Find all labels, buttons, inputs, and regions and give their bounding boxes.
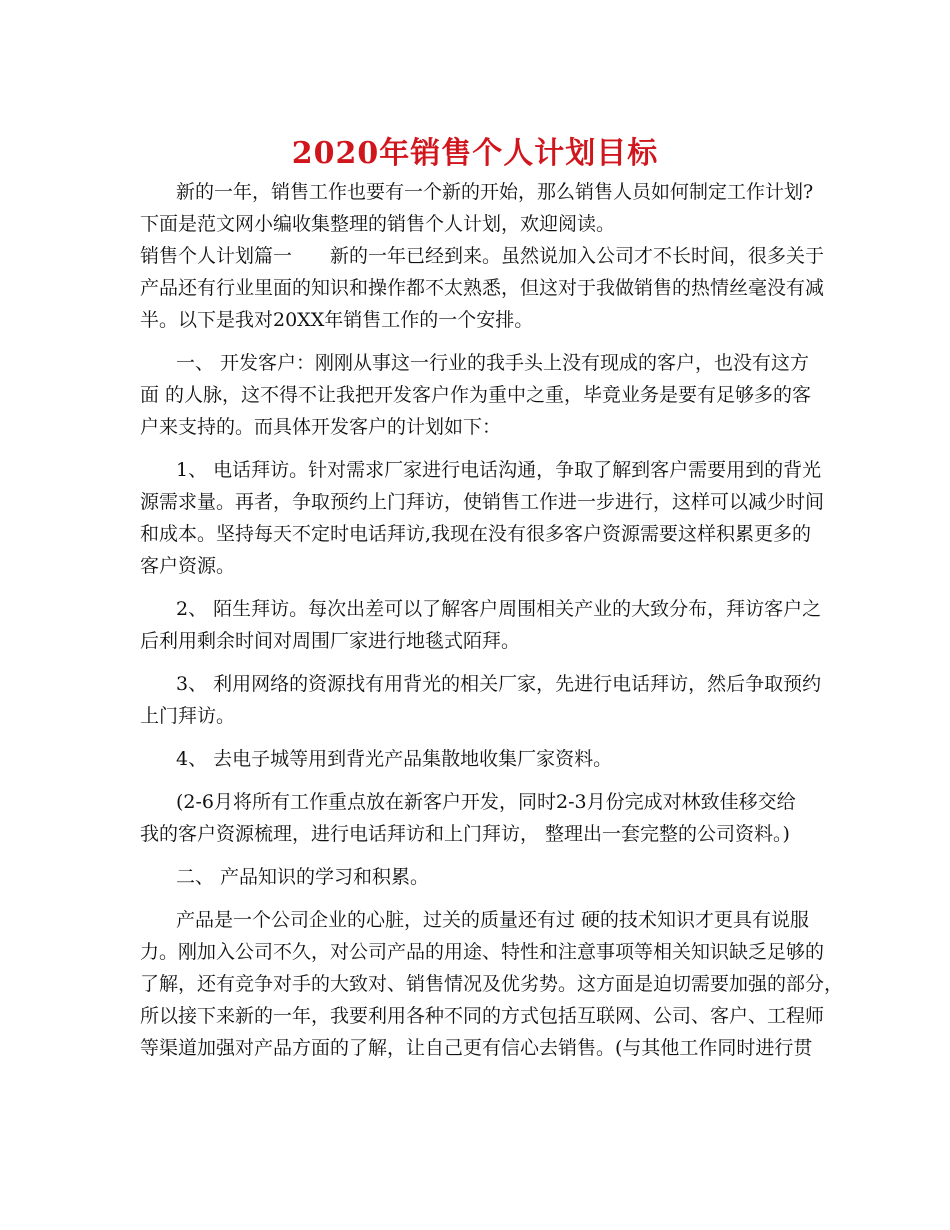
- text-line: 1、 电话拜访。针对需求厂家进行电话沟通，争取了解到客户需要用到的背光: [176, 459, 822, 481]
- text-line: 和成本。坚持每天不定时电话拜访,我现在没有很多客户资源需要这样积累更多的: [140, 523, 812, 545]
- text-line: 上门拜访。: [140, 705, 236, 727]
- text-line: 新的一年，销售工作也要有一个新的开始，那么销售人员如何制定工作计划?: [176, 181, 814, 203]
- text-line: 户来支持的。而具体开发客户的计划如下：: [140, 416, 502, 438]
- text-line: 等渠道加强对产品方面的了解，让自己更有信心去销售。(与其他工作同时进行贯: [140, 1037, 813, 1059]
- text-line: 二、 产品知识的学习和积累。: [176, 866, 430, 888]
- text-line: 后利用剩余时间对周围厂家进行地毯式陌拜。: [140, 630, 521, 652]
- text-line: 下面是范文网小编收集整理的销售个人计划，欢迎阅读。: [140, 213, 616, 235]
- text-line: 3、 利用网络的资源找有用背光的相关厂家，先进行电话拜访，然后争取预约: [176, 673, 822, 695]
- text-line: 2、 陌生拜访。每次出差可以了解客户周围相关产业的大致分布，拜访客户之: [176, 598, 822, 620]
- text-line: 半。以下是我对20XX年销售工作的一个安排。: [140, 309, 534, 331]
- text-line: 力。刚加入公司不久，对公司产品的用途、特性和注意事项等相关知识缺乏足够的: [140, 941, 825, 963]
- text-line: 销售个人计划篇一 新的一年已经到来。虽然说加入公司才不长时间，很多关于: [140, 245, 825, 267]
- text-line: 我的客户资源梳理，进行电话拜访和上门拜访， 整理出一套完整的公司资料。): [140, 823, 790, 845]
- text-line: 客户资源。: [140, 555, 236, 577]
- document-title: 2020年销售个人计划目标: [291, 136, 659, 171]
- text-line: 面 的人脉，这不得不让我把开发客户作为重中之重，毕竟业务是要有足够多的客: [140, 384, 812, 406]
- text-line: 4、 去电子城等用到背光产品集散地收集厂家资料。: [176, 748, 613, 770]
- text-line: 了解，还有竞争对手的大致对、销售情况及优劣势。这方面是迫切需要加强的部分，: [140, 973, 844, 995]
- text-line: 所以接下来新的一年，我要利用各种不同的方式包括互联网、公司、客户、工程师: [140, 1005, 825, 1027]
- text-line: 源需求量。再者，争取预约上门拜访，使销售工作进一步进行，这样可以减少时间: [140, 491, 825, 513]
- text-line: 产品是一个公司企业的心脏，过关的质量还有过 硬的技术知识才更具有说服: [176, 909, 810, 931]
- document-body: [140, 176, 844, 1064]
- text-line: (2-6月将所有工作重点放在新客户开发，同时2-3月份完成对林致佳移交给: [176, 791, 796, 813]
- text-line: 产品还有行业里面的知识和操作都不太熟悉，但这对于我做销售的热情丝毫没有减: [140, 277, 825, 299]
- text-line: 一、 开发客户：刚刚从事这一行业的我手头上没有现成的客户，也没有这方: [176, 352, 810, 374]
